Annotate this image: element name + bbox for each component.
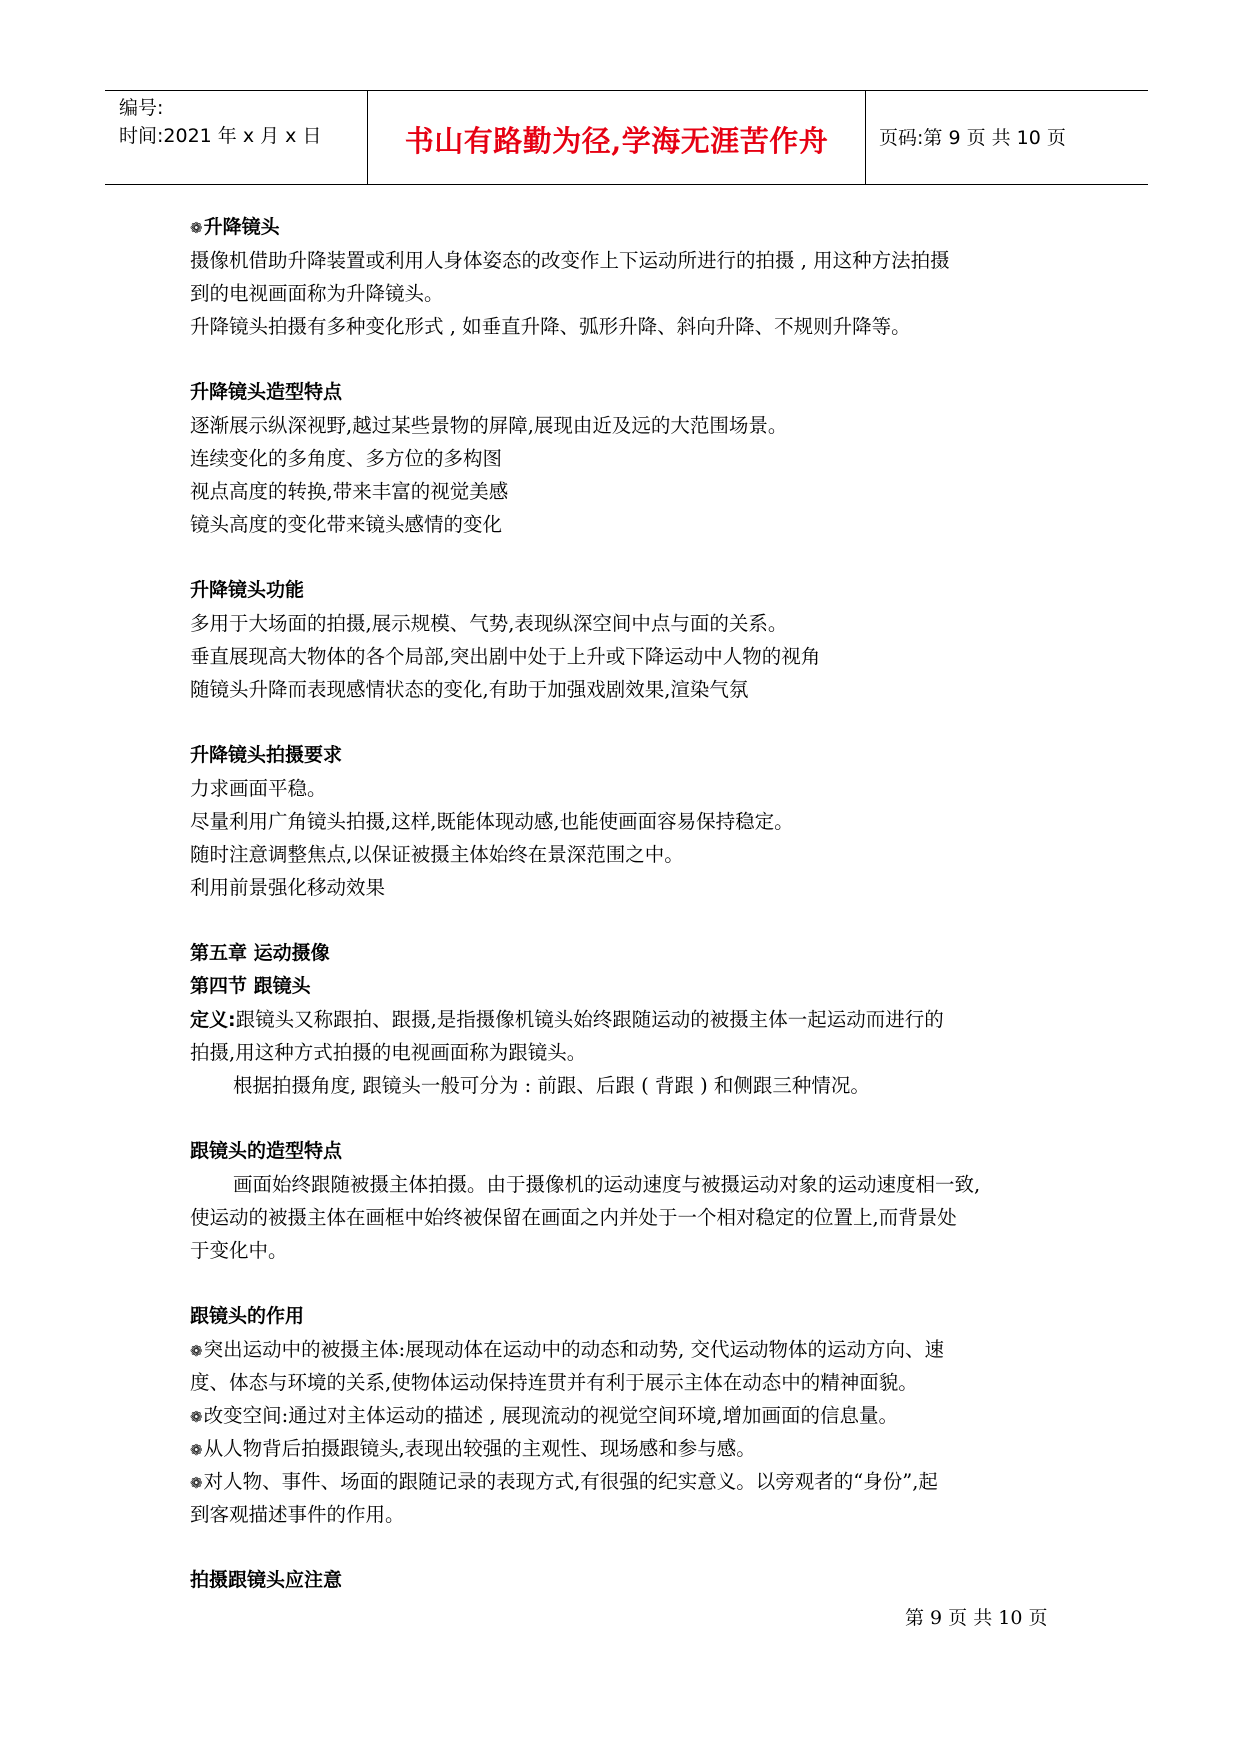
bullet-line: ❁突出运动中的被摄主体:展现动体在运动中的动态和动势, 交代运动物体的运动方向、速 (190, 1333, 1070, 1366)
motto-text: 书山有路勤为径,学海无涯苦作舟 (404, 124, 829, 158)
paragraph-line: 到的电视画面称为升降镜头。 (190, 282, 444, 305)
flower-bullet-icon: ❁ (190, 1474, 203, 1492)
chapter-heading: 第五章 运动摄像 (190, 942, 330, 964)
paragraph-line: 尽量利用广角镜头拍摄,这样,既能体现动感,也能使画面容易保持稳定。 (190, 810, 794, 833)
paragraph-line: 画面始终跟随被摄主体拍摄。由于摄像机的运动速度与被摄运动对象的运动速度相一致, (233, 1173, 981, 1196)
section-heading: 升降镜头拍摄要求 (190, 744, 343, 766)
header-page-info: 页码:第 9 页 共 10 页 (879, 127, 1066, 149)
bullet-line: ❁对人物、事件、场面的跟随记录的表现方式,有很强的纪实意义。以旁观者的“身份”,起 (190, 1465, 1070, 1498)
paragraph-line: 逐渐展示纵深视野,越过某些景物的屏障,展现由近及远的大范围场景。 (190, 414, 788, 437)
section-number-heading: 第四节 跟镜头 (190, 975, 311, 997)
code-label: 编号: (119, 97, 164, 119)
paragraph-line: 力求画面平稳。 (190, 777, 327, 800)
page-footer: 第 9 页 共 10 页 (905, 1607, 1048, 1629)
section-heading: ❁升降镜头 (190, 211, 1070, 244)
paragraph-line: 摄像机借助升降装置或利用人身体姿态的改变作上下运动所进行的拍摄 , 用这种方法拍摄 (190, 249, 950, 272)
header-meta-cell (105, 91, 368, 184)
date-line: 时间:2021 年 x 月 x 日 (119, 125, 322, 147)
paragraph-line: 使运动的被摄主体在画框中始终被保留在画面之内并处于一个相对稳定的位置上,而背景处 (190, 1206, 957, 1229)
paragraph-line: 随时注意调整焦点,以保证被摄主体始终在景深范围之中。 (190, 843, 684, 866)
flower-bullet-icon: ❁ (190, 1408, 203, 1426)
flower-bullet-icon: ❁ (190, 1441, 203, 1459)
section-heading: 跟镜头的作用 (190, 1305, 305, 1327)
flower-bullet-icon: ❁ (190, 1342, 203, 1360)
header-page-cell (866, 91, 1148, 184)
paragraph-line: 度、体态与环境的关系,使物体运动保持连贯并有利于展示主体在动态中的精神面貌。 (190, 1371, 918, 1394)
paragraph-line: 垂直展现高大物体的各个局部,突出剧中处于上升或下降运动中人物的视角 (190, 645, 821, 668)
paragraph-line: 升降镜头拍摄有多种变化形式 , 如垂直升降、弧形升降、斜向升降、不规则升降等。 (190, 315, 911, 338)
page-header (105, 90, 1148, 185)
header-motto-cell (368, 91, 866, 184)
section-heading: 升降镜头造型特点 (190, 381, 343, 403)
section-heading: 拍摄跟镜头应注意 (190, 1569, 343, 1591)
section-heading: 升降镜头功能 (190, 579, 305, 601)
paragraph-line: 随镜头升降而表现感情状态的变化,有助于加强戏剧效果,渲染气氛 (190, 678, 749, 701)
bullet-line: ❁改变空间:通过对主体运动的描述 , 展现流动的视觉空间环境,增加画面的信息量。 (190, 1399, 1070, 1432)
document-body (190, 211, 1070, 1597)
section-heading: 跟镜头的造型特点 (190, 1140, 343, 1162)
definition-line: 定义:跟镜头又称跟拍、跟摄,是指摄像机镜头始终跟随运动的被摄主体一起运动而进行的 (190, 1008, 944, 1031)
paragraph-line: 镜头高度的变化带来镜头感情的变化 (190, 513, 503, 536)
paragraph-line: 拍摄,用这种方式拍摄的电视画面称为跟镜头。 (190, 1041, 587, 1064)
paragraph-line: 于变化中。 (190, 1239, 288, 1262)
definition-label: 定义: (190, 1009, 236, 1031)
paragraph-line: 视点高度的转换,带来丰富的视觉美感 (190, 480, 509, 503)
paragraph-line: 利用前景强化移动效果 (190, 876, 386, 899)
flower-bullet-icon: ❁ (190, 219, 203, 237)
paragraph-line: 到客观描述事件的作用。 (190, 1503, 405, 1526)
bullet-line: ❁从人物背后拍摄跟镜头,表现出较强的主观性、现场感和参与感。 (190, 1432, 1070, 1465)
paragraph-line: 多用于大场面的拍摄,展示规模、气势,表现纵深空间中点与面的关系。 (190, 612, 788, 635)
paragraph-line: 连续变化的多角度、多方位的多构图 (190, 447, 503, 470)
paragraph-line: 根据拍摄角度, 跟镜头一般可分为 : 前跟、后跟 ( 背跟 ) 和侧跟三种情况。 (233, 1074, 870, 1097)
